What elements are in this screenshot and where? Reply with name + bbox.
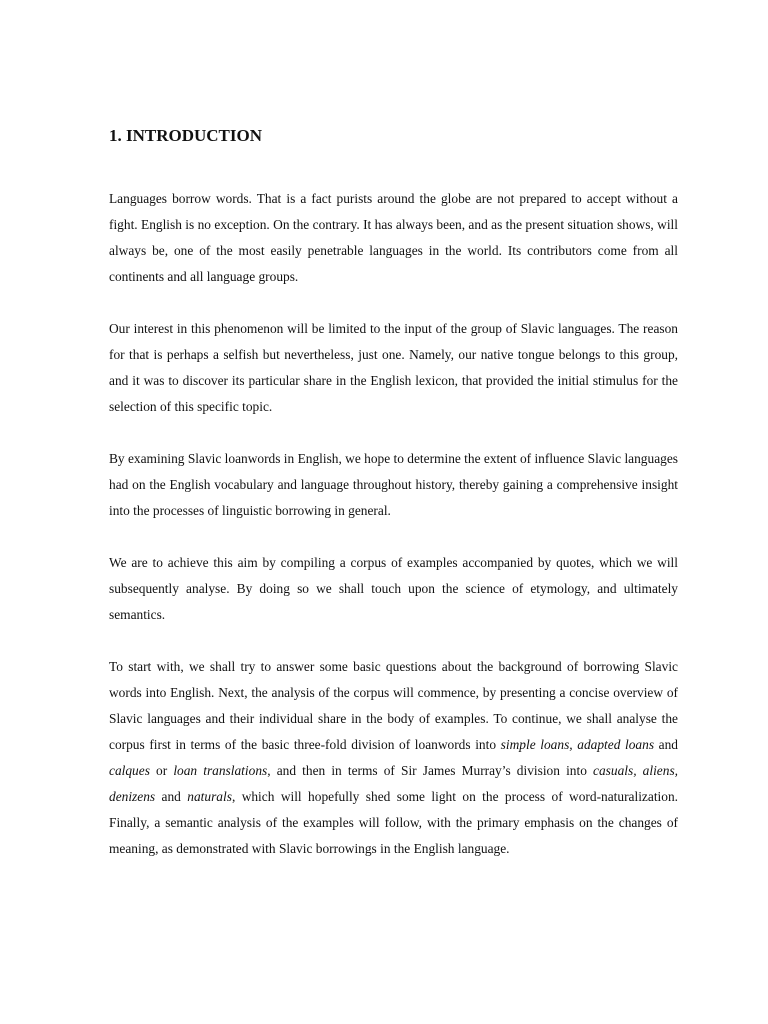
paragraph-3: By examining Slavic loanwords in English, we hope to determine the extent of influence Slavic languages had on the English vocabulary and language throughout history, thereby gaining a comprehensive insight into the processes of linguistic borrowing in general. — [109, 451, 678, 518]
paragraph-5-text: To start with, we shall try to answer some basic questions about the background of borrowing Slavic words into English. Next, the analysis of the corpus will commence, by presenting a concise overview of Slavic languages and their individual share in the body of examples. To continue, we shall analyse the corpus first in terms of the basic three-fold division of loanwords into — [109, 659, 678, 752]
term-casuals-aliens-denizens: casuals, aliens, denizens — [109, 763, 679, 804]
paragraph-1: Languages borrow words. That is a fact purists around the globe are not prepared to accept without a fight. English is no exception. On the contrary. It has always been, and as the present situation shows, will always be, one of the most easily penetrable languages in the world. Its contributors come from all continents and all language groups. — [109, 191, 678, 284]
paragraph-5-text: , and then in terms of Sir James Murray’s division into — [267, 763, 594, 778]
paragraph-2: Our interest in this phenomenon will be limited to the input of the group of Slavic languages. The reason for that is perhaps a selfish but nevertheless, just one. Namely, our native tongue belongs to this group, and it was to discover its particular share in the English lexicon, that provided the initial stimulus for the selection of this specific topic. — [109, 321, 678, 414]
term-calques: calques — [109, 763, 150, 778]
term-naturals: naturals — [187, 789, 232, 804]
paragraph-5-text: and — [155, 789, 188, 804]
paragraph-5 — [109, 654, 678, 862]
paragraph-4: We are to achieve this aim by compiling a corpus of examples accompanied by quotes, which we will subsequently analyse. By doing so we shall touch upon the science of etymology, and ultimately semantics. — [109, 555, 678, 622]
paragraph-5-text: and — [654, 737, 678, 752]
section-heading: 1. INTRODUCTION — [109, 126, 263, 145]
term-simple-adapted-loans: simple loans, adapted loans — [500, 737, 655, 752]
paragraph-5-text: , which will hopefully shed some light on the process of word-naturalization. Finally, a semantic analysis of the examples will follow, with the primary emphasis on the changes of meaning, as demonstrated with Slavic borrowings in the English language. — [109, 789, 679, 856]
term-loan-translations: loan translations — [173, 763, 268, 778]
page-content — [109, 124, 678, 862]
paragraph-5-text: or — [149, 763, 174, 778]
